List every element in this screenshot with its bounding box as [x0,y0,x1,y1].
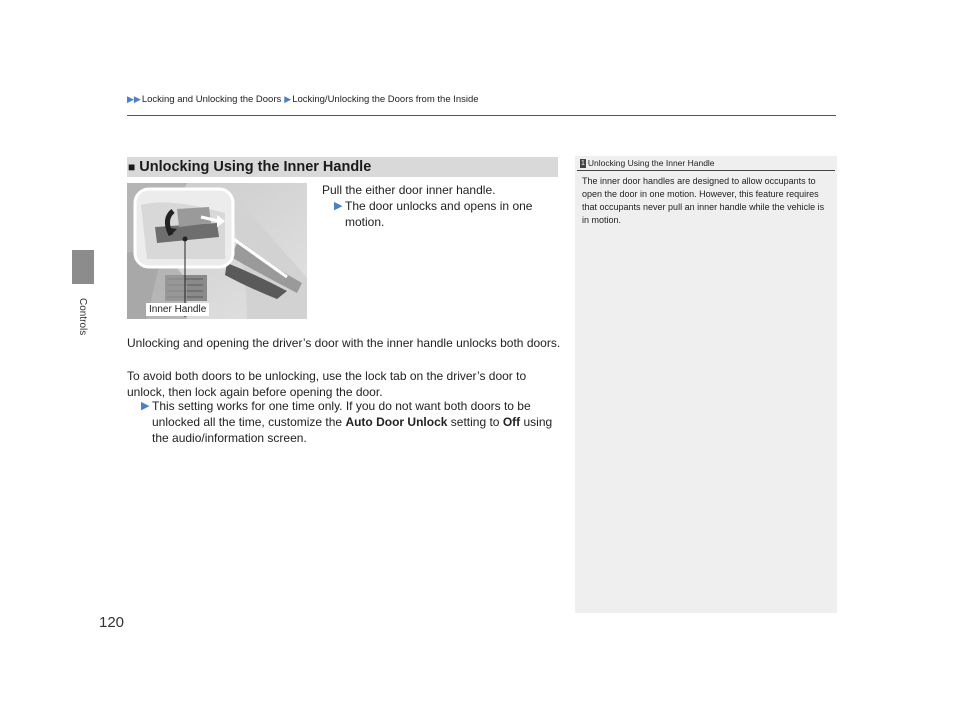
breadcrumb-item[interactable]: Locking/Unlocking the Doors from the Inside [292,94,479,105]
setting-note [141,398,561,446]
setting-value: Off [502,415,521,429]
door-interior-image [127,183,307,319]
step-result [334,198,544,230]
sidebar-title-text: Unlocking Using the Inner Handle [587,158,715,168]
breadcrumb-item[interactable]: Locking and Unlocking the Doors [141,94,282,105]
breadcrumb [127,94,482,105]
double-arrow-icon: ▶▶ [127,94,141,104]
step-instruction: Pull the either door inner handle. [322,183,496,197]
header-divider [127,115,836,116]
paragraph: Unlocking and opening the driver’s door with the inner handle unlocks both doors. [127,336,561,350]
section-title: Unlocking Using the Inner Handle [139,159,372,175]
sidebar-title [580,158,715,168]
paragraph: To avoid both doors to be unlocking, use the lock tab on the driver’s door to unlock, then lock again before opening the door. [127,369,527,399]
note-text: This setting works for one time only. If you do not want both doors to be unlocked all the time, customize the [152,399,531,429]
section-heading [127,157,558,177]
sidebar-divider [577,170,835,171]
reference-number-icon: 1 [581,160,585,167]
arrow-icon: ▶ [141,400,150,412]
inner-handle-callout: Inner Handle [146,303,209,316]
page-number: 120 [99,614,125,631]
setting-note-text [141,398,561,446]
step-result-text: The door unlocks and opens in one motion. [345,199,533,229]
setting-name: Auto Door Unlock [345,415,448,429]
chapter-label: Controls [77,298,88,336]
note-text: setting to [447,415,503,429]
note-text: using the audio/information screen. [152,415,553,445]
square-bullet-icon: ■ [128,160,136,174]
door-handle-illustration [127,183,307,319]
arrow-icon: ▶ [334,200,343,212]
arrow-icon: ▶ [284,94,292,104]
chapter-tab [72,250,94,284]
sidebar-body: The inner door handles are designed to allow occupants to open the door in one motion. However, this feature requires that occupants never pull an inner handle while the vehicle is in motion. [582,176,825,225]
